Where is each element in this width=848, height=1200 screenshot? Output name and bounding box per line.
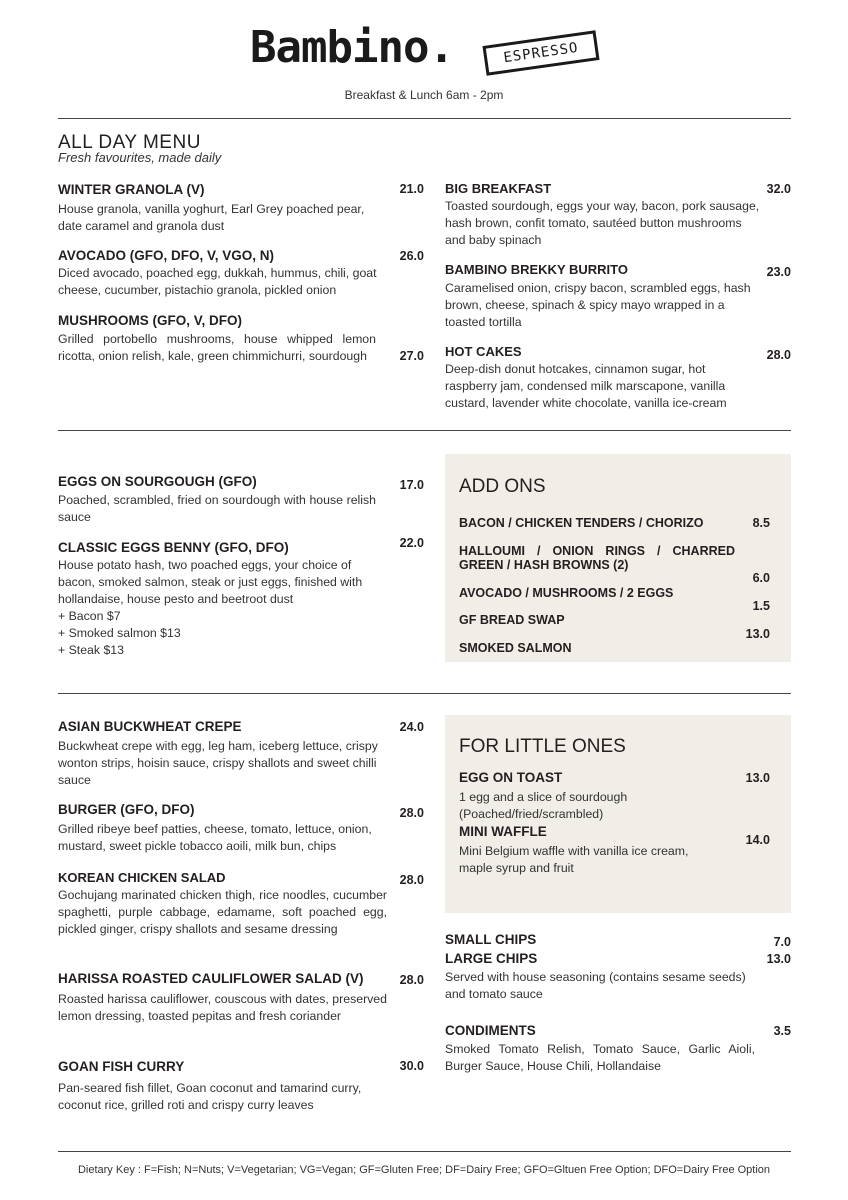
divider	[58, 118, 791, 119]
kids-item-price: 13.0	[745, 771, 770, 785]
menu-item-price: 23.0	[766, 265, 791, 279]
menu-item-name: EGGS ON SOURGOUGH (GFO)	[58, 474, 257, 489]
condiments-price: 3.5	[773, 1024, 791, 1038]
menu-item-description: Deep-dish donut hotcakes, cinnamon sugar, hot raspberry jam, condensed milk marscapone, vanilla custard, lavender white chocolate, vanilla ice-cream	[445, 362, 727, 410]
menu-item-name: BURGER (GFO, DFO)	[58, 802, 195, 817]
menu-item-description: House potato hash, two poached eggs, your choice of bacon, smoked salmon, steak or just eggs, finished with hollandaise, house pesto and beetroot dust	[58, 558, 363, 606]
condiments-description: Smoked Tomato Relish, Tomato Sauce, Garlic Aioli, Burger Sauce, House Chili, Hollandaise	[445, 1042, 755, 1073]
dietary-key: Dietary Key : F=Fish; N=Nuts; V=Vegetarian; VG=Vegan; GF=Gluten Free; DF=Dairy Free; GFO=Gltuen Free Option; DFO=Dairy Free Option	[77, 1164, 771, 1176]
add-on-price: 1.5	[752, 599, 770, 613]
little-ones-title: FOR LITTLE ONES	[459, 736, 626, 757]
divider	[58, 693, 791, 694]
add-on-name: SMOKED SALMON	[459, 641, 572, 655]
chips-description: Served with house seasoning (contains sesame seeds) and tomato sauce	[445, 970, 746, 1001]
menu-item-price: 28.0	[399, 806, 424, 820]
espresso-stamp: ESPRESSO	[482, 30, 599, 76]
menu-item-price: 17.0	[399, 478, 424, 492]
menu-item-name: HARISSA ROASTED CAULIFLOWER SALAD (V)	[58, 971, 364, 986]
small-chips-price: 7.0	[773, 935, 791, 949]
menu-item-name: MUSHROOMS (GFO, V, DFO)	[58, 313, 243, 328]
menu-item-name: BAMBINO BREKKY BURRITO	[445, 262, 628, 277]
section-subtitle: Fresh favourites, made daily	[58, 150, 222, 165]
extra-smoked-salmon: + Smoked salmon $13	[58, 626, 181, 640]
extra-bacon: + Bacon $7	[58, 609, 121, 623]
menu-item-description: Grilled ribeye beef patties, cheese, tomato, lettuce, onion, mustard, sweet pickle tobacco aoili, milk bun, chips	[58, 822, 372, 853]
kids-item-name: EGG ON TOAST	[459, 770, 563, 785]
menu-item-description: Caramelised onion, crispy bacon, scrambled eggs, hash brown, cheese, spinach & spicy mayo wrapped in a toasted tortilla	[445, 281, 751, 329]
menu-item-price: 21.0	[399, 182, 424, 196]
add-on-price: 8.5	[752, 516, 770, 530]
menu-item-description: Roasted harissa cauliflower, couscous with dates, preserved lemon dressing, toasted pepitas and fresh coriander	[58, 992, 387, 1023]
menu-item-name: HOT CAKES	[445, 344, 522, 359]
menu-item-name: WINTER GRANOLA (V)	[58, 182, 205, 197]
menu-item-name: CLASSIC EGGS BENNY (GFO, DFO)	[58, 540, 289, 555]
kids-item-description: Mini Belgium waffle with vanilla ice cream, maple syrup and fruit	[459, 844, 689, 875]
menu-item-name: AVOCADO (GFO, DFO, V, VGO, N)	[58, 248, 275, 263]
menu-item-price: 30.0	[399, 1059, 424, 1073]
menu-item-description: Toasted sourdough, eggs your way, bacon, pork sausage, hash brown, confit tomato, sautéed button mushrooms and baby spinach	[445, 199, 760, 247]
add-on-name: AVOCADO / MUSHROOMS / 2 EGGS	[459, 586, 674, 600]
menu-item-price: 28.0	[399, 873, 424, 887]
extra-steak: + Steak $13	[58, 643, 124, 657]
large-chips-price: 13.0	[766, 952, 791, 966]
menu-item-name: KOREAN CHICKEN SALAD	[58, 870, 226, 885]
opening-hours: Breakfast & Lunch 6am - 2pm	[344, 88, 504, 102]
large-chips-name: LARGE CHIPS	[445, 951, 538, 966]
menu-item-name: ASIAN BUCKWHEAT CREPE	[58, 719, 242, 734]
menu-item-price: 24.0	[399, 720, 424, 734]
menu-item-price: 22.0	[399, 536, 424, 550]
divider	[58, 1151, 791, 1152]
menu-item-description: Pan-seared fish fillet, Goan coconut and tamarind curry, coconut rice, grilled roti and crispy curry leaves	[58, 1081, 362, 1112]
divider	[58, 430, 791, 431]
menu-item-name: GOAN FISH CURRY	[58, 1059, 185, 1074]
section-title-all-day: ALL DAY MENU	[58, 132, 201, 153]
menu-item-description: Grilled portobello mushrooms, house whipped lemon ricotta, onion relish, kale, green chimmichurri, sourdough	[58, 332, 376, 363]
menu-item-description: House granola, vanilla yoghurt, Earl Grey poached pear, date caramel and granola dust	[58, 202, 365, 233]
add-on-name: HALLOUMI / ONION RINGS / CHARRED GREEN / HASH BROWNS (2)	[459, 544, 735, 572]
menu-item-price: 27.0	[399, 349, 424, 363]
menu-item-price: 28.0	[399, 973, 424, 987]
condiments-name: CONDIMENTS	[445, 1023, 536, 1038]
add-on-name: BACON / CHICKEN TENDERS / CHORIZO	[459, 516, 704, 530]
add-ons-title: ADD ONS	[459, 476, 546, 497]
add-on-price: 6.0	[752, 571, 770, 585]
add-on-name: GF BREAD SWAP	[459, 613, 565, 627]
brand-logo: Bambino.	[250, 22, 454, 73]
kids-item-description: 1 egg and a slice of sourdough (Poached/fried/scrambled)	[459, 790, 628, 821]
small-chips-name: SMALL CHIPS	[445, 932, 537, 947]
menu-item-description: Diced avocado, poached egg, dukkah, hummus, chili, goat cheese, cucumber, pistachio granola, pickled onion	[58, 266, 377, 297]
add-on-price: 13.0	[745, 627, 770, 641]
menu-item-price: 26.0	[399, 249, 424, 263]
kids-item-name: MINI WAFFLE	[459, 824, 547, 839]
menu-item-description: Buckwheat crepe with egg, leg ham, iceberg lettuce, crispy wonton strips, hoisin sauce, crispy shallots and sweet chilli sauce	[58, 739, 378, 787]
menu-item-name: BIG BREAKFAST	[445, 181, 552, 196]
kids-item-price: 14.0	[745, 833, 770, 847]
menu-item-price: 28.0	[766, 348, 791, 362]
menu-item-price: 32.0	[766, 182, 791, 196]
menu-item-description: Gochujang marinated chicken thigh, rice noodles, cucumber spaghetti, purple cabbage, edamame, soft poached egg, pickled ginger, crispy shallots and sesame dressing	[58, 888, 387, 936]
menu-item-description: Poached, scrambled, fried on sourdough with house relish sauce	[58, 493, 376, 524]
